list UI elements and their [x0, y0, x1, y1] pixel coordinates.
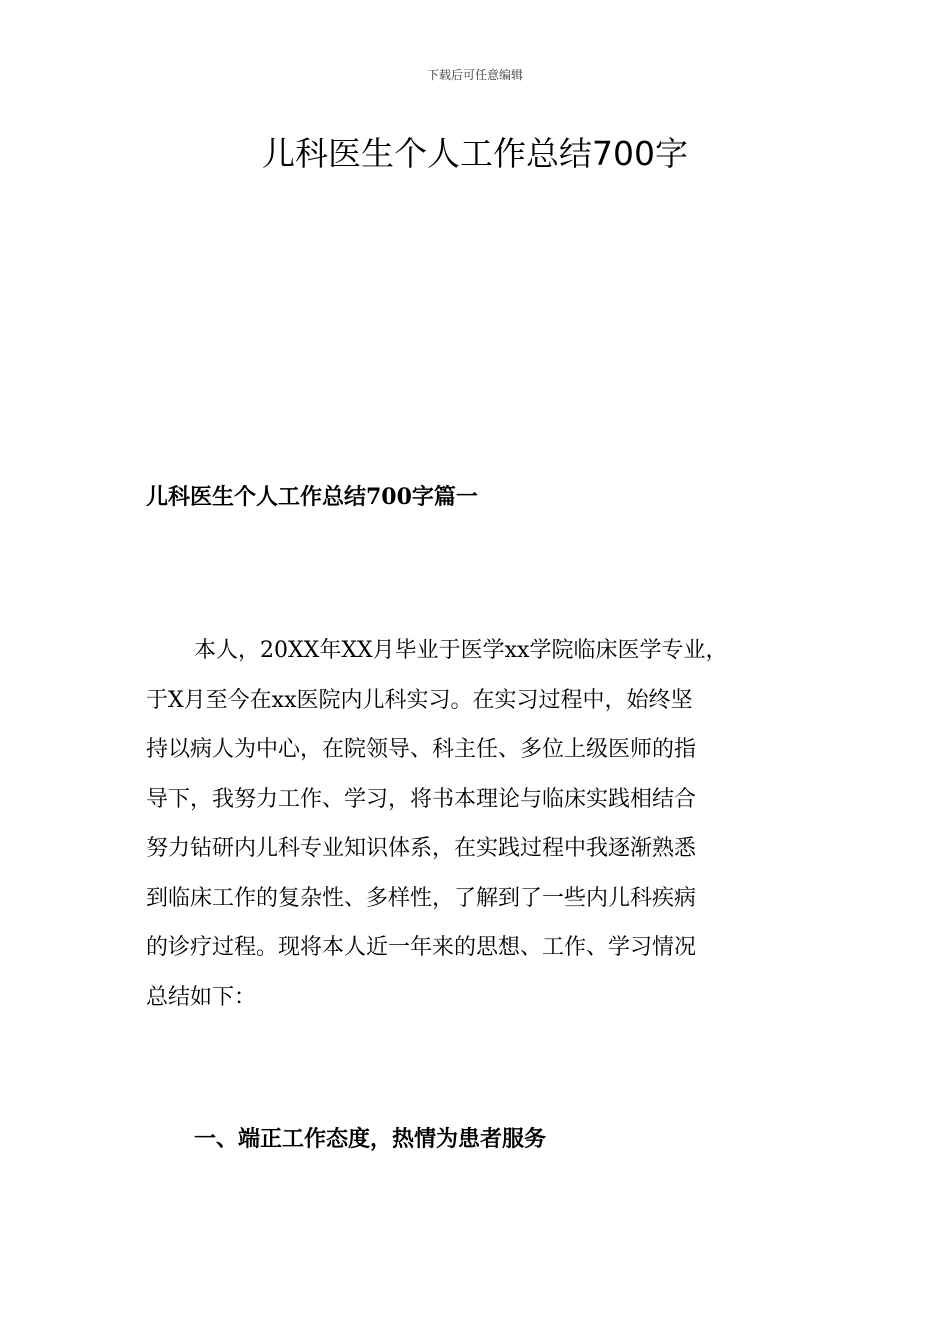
paragraph-line: 到临床工作的复杂性、多样性，了解到了一些内儿科疾病 [146, 885, 697, 911]
paragraph-line: 的诊疗过程。现将本人近一年来的思想、工作、学习情况 [146, 935, 697, 960]
subheading: 一、端正工作态度，热情为患者服务 [194, 1126, 547, 1152]
header-note: 下载后可任意编辑 [426, 68, 523, 82]
body-paragraph [146, 626, 826, 1022]
paragraph-line: 总结如下： [146, 984, 257, 1010]
document-title: 儿科医生个人工作总结700字 [262, 134, 688, 173]
section-heading: 儿科医生个人工作总结700字篇一 [146, 484, 478, 510]
paragraph-line: 努力钻研内儿科专业知识体系，在实践过程中我逐渐熟悉 [146, 836, 697, 861]
paragraph-line: 于X月至今在xx医院内儿科实习。在实习过程中，始终坚 [146, 687, 693, 713]
paragraph-line: 导下，我努力工作、学习，将书本理论与临床实践相结合 [146, 786, 697, 812]
paragraph-line: 本人，20XX年XX月毕业于医学xx学院临床医学专业， [194, 638, 728, 663]
paragraph-line: 持以病人为中心，在院领导、科主任、多位上级医师的指 [146, 737, 697, 762]
